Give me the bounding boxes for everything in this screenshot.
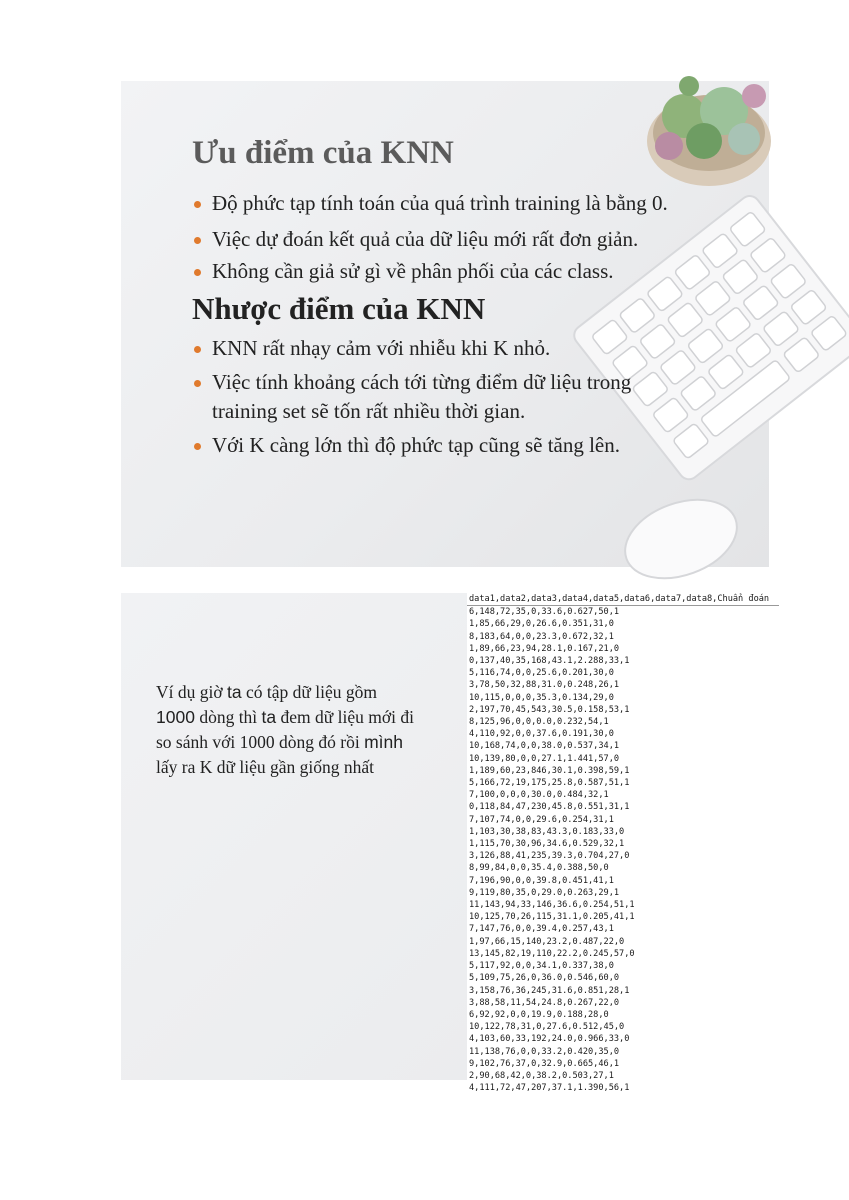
csv-row: 1,85,66,29,0,26.6,0.351,31,0 <box>469 619 614 630</box>
caption-text: ta <box>261 707 277 727</box>
csv-row: 0,137,40,35,168,43.1,2.288,33,1 <box>469 656 630 667</box>
csv-row: 13,145,82,19,110,22.2,0.245,57,0 <box>469 948 635 959</box>
bullet-dot-icon <box>194 201 201 208</box>
disadvantage-item-continued <box>212 397 525 425</box>
csv-row: 7,147,76,0,0,39.4,0.257,43,1 <box>469 924 614 935</box>
caption-text: Ví dụ giờ <box>156 682 227 702</box>
advantage-item <box>212 189 668 217</box>
csv-row: 6,148,72,35,0,33.6,0.627,50,1 <box>469 607 620 618</box>
bullet-dot-icon <box>194 443 201 450</box>
advantage-text: Không cần giả sử gì về phân phối của các class. <box>212 259 614 283</box>
csv-row: 4,103,60,33,192,24.0,0.966,33,0 <box>469 1034 630 1045</box>
csv-row: 8,99,84,0,0,35.4,0.388,50,0 <box>469 863 609 874</box>
csv-row: 3,158,76,36,245,31.6,0.851,28,1 <box>469 985 630 996</box>
caption-text: mình <box>364 732 403 752</box>
example-caption <box>156 680 466 780</box>
advantages-title: Ưu điểm của KNN <box>192 135 454 171</box>
csv-row: 9,119,80,35,0,29.0,0.263,29,1 <box>469 887 620 898</box>
disadvantage-item <box>212 368 631 396</box>
bullet-dot-icon <box>194 346 201 353</box>
advantage-text: Độ phức tạp tính toán của quá trình training là bằng 0. <box>212 191 668 215</box>
csv-row: 10,115,0,0,0,35.3,0.134,29,0 <box>469 692 614 703</box>
disadvantage-text: Việc tính khoảng cách tới từng điểm dữ liệu trong <box>212 370 632 394</box>
csv-row: 11,138,76,0,0,33.2,0.420,35,0 <box>469 1046 620 1057</box>
csv-row: 10,125,70,26,115,31.1,0.205,41,1 <box>469 912 635 923</box>
csv-row: 8,183,64,0,0,23.3,0.672,32,1 <box>469 631 614 642</box>
caption-text: ta <box>227 682 242 702</box>
csv-row: 1,89,66,23,94,28.1,0.167,21,0 <box>469 643 620 654</box>
csv-row: 7,107,74,0,0,29.6,0.254,31,1 <box>469 814 614 825</box>
csv-row: 11,143,94,33,146,36.6,0.254,51,1 <box>469 900 635 911</box>
disadvantage-item <box>212 431 620 459</box>
csv-row: 7,196,90,0,0,39.8,0.451,41,1 <box>469 875 614 886</box>
caption-line <box>156 680 466 705</box>
csv-row: 7,100,0,0,0,30.0,0.484,32,1 <box>469 790 609 801</box>
csv-row: 3,126,88,41,235,39.3,0.704,27,0 <box>469 851 630 862</box>
csv-row: 10,139,80,0,0,27.1,1.441,57,0 <box>469 753 620 764</box>
csv-row: 4,110,92,0,0,37.6,0.191,30,0 <box>469 729 614 740</box>
bullet-dot-icon <box>194 237 201 244</box>
csv-row: 1,97,66,15,140,23.2,0.487,22,0 <box>469 936 625 947</box>
csv-data-table <box>467 593 779 1094</box>
csv-row: 10,122,78,31,0,27.6,0.512,45,0 <box>469 1022 625 1033</box>
caption-line <box>156 730 466 755</box>
caption-line <box>156 755 466 780</box>
csv-row: 3,78,50,32,88,31.0,0.248,26,1 <box>469 680 620 691</box>
csv-row: 9,102,76,37,0,32.9,0.665,46,1 <box>469 1058 620 1069</box>
caption-text: lấy ra K dữ liệu gần giống nhất <box>156 757 374 777</box>
csv-row: 4,111,72,47,207,37.1,1.390,56,1 <box>469 1083 630 1094</box>
caption-text: 1000 <box>156 707 195 727</box>
csv-row: 0,118,84,47,230,45.8,0.551,31,1 <box>469 802 630 813</box>
csv-row: 10,168,74,0,0,38.0,0.537,34,1 <box>469 741 620 752</box>
csv-row: 5,166,72,19,175,25.8,0.587,51,1 <box>469 778 630 789</box>
disadvantages-title: Nhược điểm của KNN <box>192 291 486 326</box>
caption-text: dòng thì <box>194 707 262 727</box>
advantage-text: Việc dự đoán kết quả của dữ liệu mới rất đơn giản. <box>212 227 639 251</box>
disadvantage-text: training set sẽ tốn rất nhiều thời gian. <box>212 399 526 423</box>
csv-row: 1,115,70,30,96,34.6,0.529,32,1 <box>469 839 625 850</box>
slide-knn-pros-cons <box>121 81 769 567</box>
csv-row: 2,197,70,45,543,30.5,0.158,53,1 <box>469 704 630 715</box>
csv-row: 5,109,75,26,0,36.0,0.546,60,0 <box>469 973 620 984</box>
caption-text: có tập dữ liệu gồm <box>241 682 377 702</box>
csv-row: 8,125,96,0,0,0.0,0.232,54,1 <box>469 717 609 728</box>
caption-text: đem dữ liệu mới đi <box>276 707 414 727</box>
bullet-dot-icon <box>194 380 201 387</box>
bullet-dot-icon <box>194 269 201 276</box>
csv-row: 1,103,30,38,83,43.3,0.183,33,0 <box>469 826 625 837</box>
disadvantage-text: KNN rất nhạy cảm với nhiễu khi K nhỏ. <box>212 336 551 360</box>
csv-row: 3,88,58,11,54,24.8,0.267,22,0 <box>469 997 620 1008</box>
caption-text: so sánh với 1000 dòng đó rồi <box>156 732 365 752</box>
csv-row: 2,90,68,42,0,38.2,0.503,27,1 <box>469 1070 614 1081</box>
csv-row: 5,117,92,0,0,34.1,0.337,38,0 <box>469 961 614 972</box>
mouse-image <box>601 491 741 581</box>
csv-header-row: data1,data2,data3,data4,data5,data6,data7,data8,Chuẩn đoán <box>467 593 779 606</box>
succulent-plant-image <box>629 71 779 181</box>
advantage-item <box>212 257 614 285</box>
csv-row: 5,116,74,0,0,25.6,0.201,30,0 <box>469 668 614 679</box>
disadvantage-text: Với K càng lớn thì độ phức tạp cũng sẽ tăng lên. <box>212 433 621 457</box>
csv-row: 1,189,60,23,846,30.1,0.398,59,1 <box>469 765 630 776</box>
disadvantage-item <box>212 334 550 362</box>
advantage-item <box>212 225 638 253</box>
csv-row: 6,92,92,0,0,19.9,0.188,28,0 <box>469 1009 609 1020</box>
caption-line <box>156 705 466 730</box>
